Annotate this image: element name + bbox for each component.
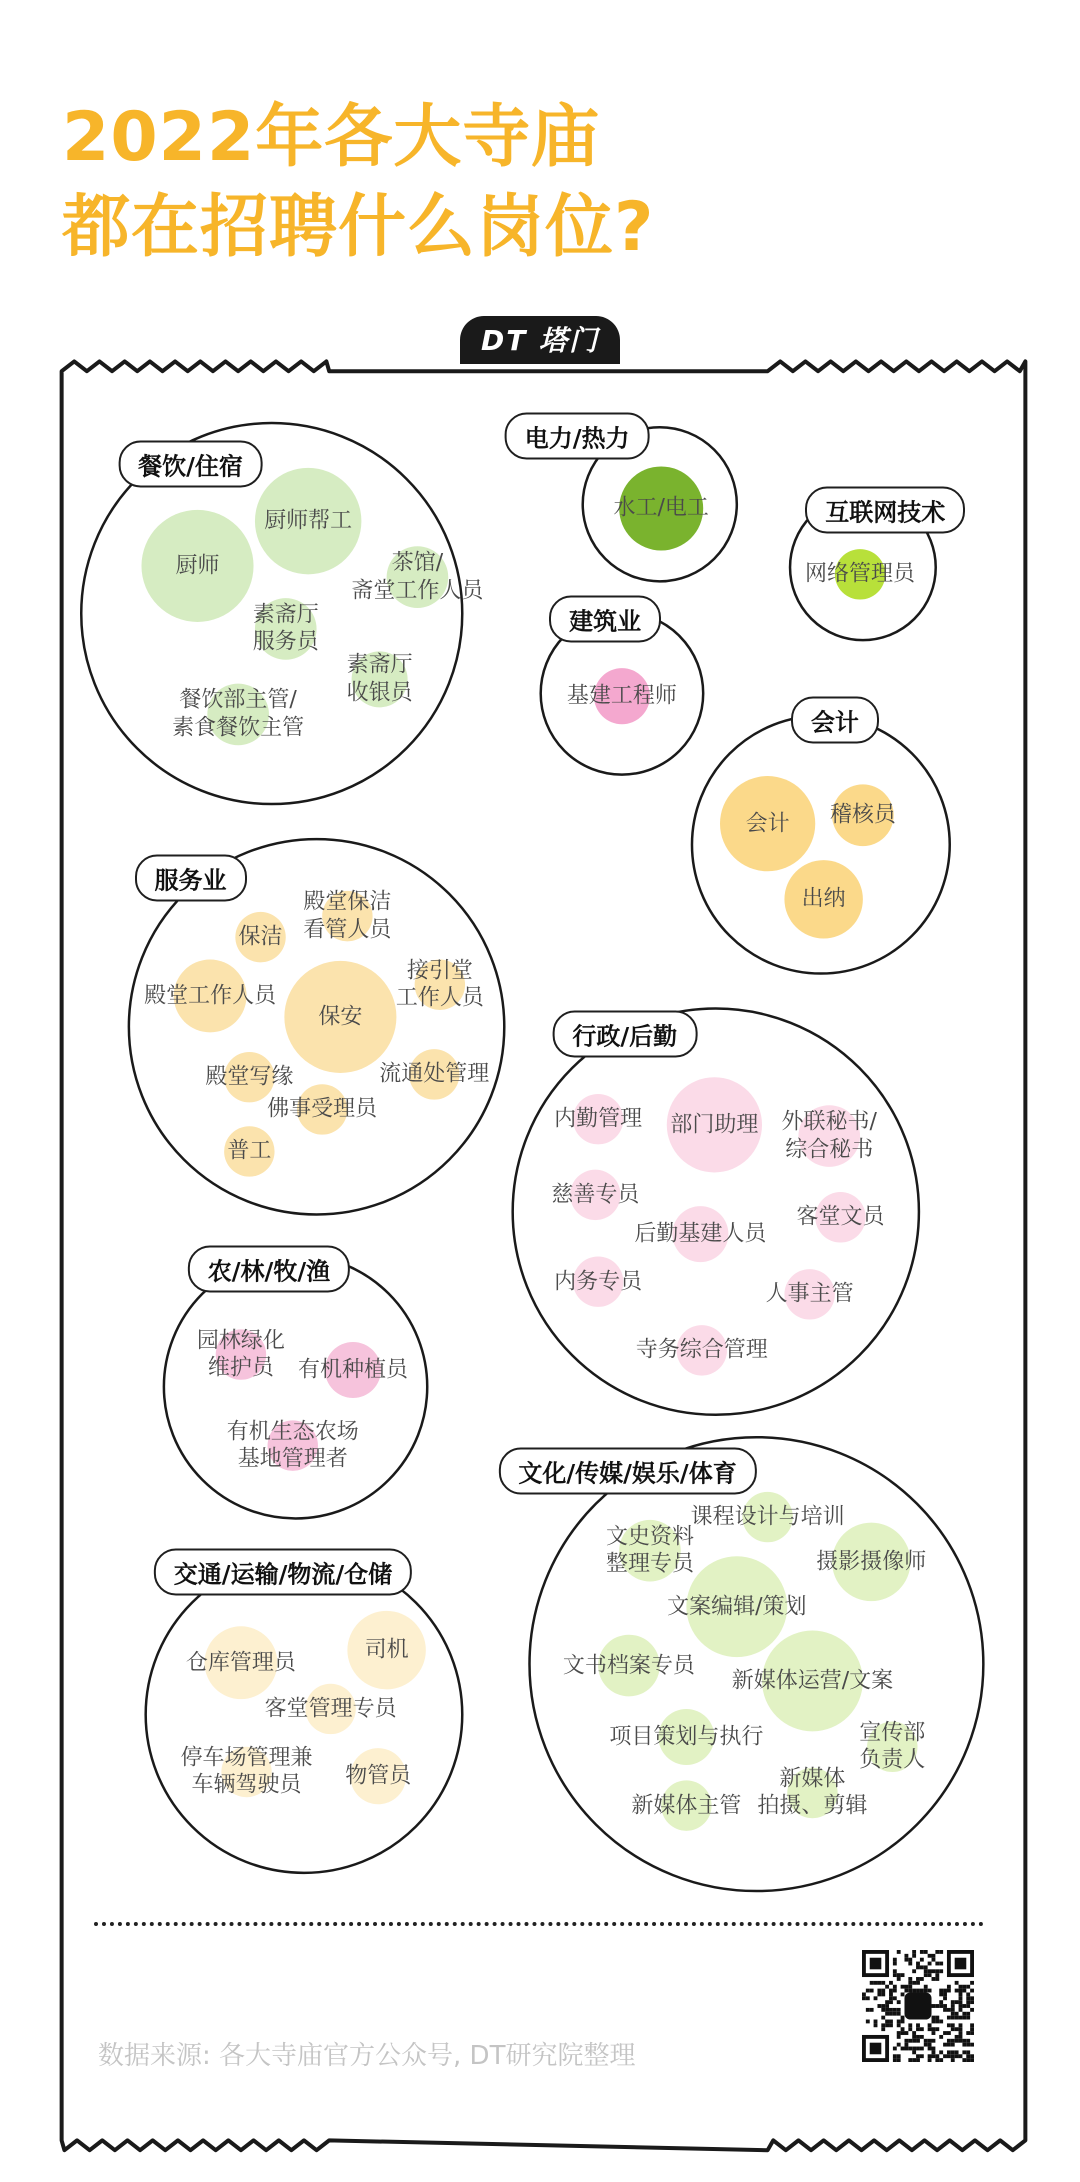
position-label: 有机生态农场 基地管理者 [226,1419,359,1472]
group-label: 文化/传媒/娱乐/体育 [498,1447,756,1494]
group-label: 服务业 [135,855,247,902]
position-label: 水工/电工 [613,495,709,521]
position-label: 文案编辑/策划 [667,1593,807,1619]
position-label: 新媒体主管 [631,1792,742,1818]
group-7-circle [164,1255,427,1518]
group-label: 会计 [791,697,879,744]
dotted-divider [94,1922,984,1926]
position-label: 新媒体 拍摄、剪辑 [757,1766,868,1819]
position-label: 课程设计与培训 [690,1504,845,1530]
position-label: 部门助理 [670,1112,759,1138]
position-label: 外联秘书/ 综合秘书 [781,1109,877,1163]
position-label: 会计 [745,810,790,836]
position-label: 文书档案专员 [562,1652,695,1678]
position-label: 摄影摄像师 [816,1549,927,1575]
position-label: 保洁 [238,924,283,950]
position-label: 殿堂写缘 [205,1064,294,1090]
position-label: 餐饮部主管/ 素食餐饮主管 [172,687,305,741]
position-label: 司机 [364,1637,409,1663]
position-label: 慈善专员 [551,1182,640,1208]
position-label: 客堂管理专员 [264,1696,397,1722]
brand-logo: DT 塔门 [460,316,620,364]
position-label: 保安 [318,1004,363,1030]
position-label: 殿堂保洁 看管人员 [303,889,392,943]
group-label: 建筑业 [549,596,661,643]
qr-code-icon [862,1950,974,2062]
position-label: 园林绿化 维护员 [196,1328,285,1381]
group-label: 餐饮/住宿 [118,440,263,487]
group-label: 农/林/牧/渔 [188,1246,350,1293]
position-label: 素斋厅 收银员 [346,652,413,706]
group-label: 交通/运输/物流/仓储 [154,1548,412,1595]
position-label: 内务专员 [554,1268,643,1294]
position-label: 殿堂工作人员 [144,983,277,1009]
title-line-2: 都在招聘什么岗位? [62,188,655,267]
position-label: 后勤基建人员 [634,1221,767,1247]
group-label: 互联网技术 [805,486,965,533]
position-label: 新媒体运营/文案 [731,1668,894,1694]
position-label: 网络管理员 [805,561,916,587]
position-label: 人事主管 [765,1281,854,1307]
group-label: 电力/热力 [505,412,650,459]
position-label: 出纳 [801,886,846,912]
position-label: 流通处管理 [379,1061,490,1087]
group-label: 行政/后勤 [552,1010,697,1057]
position-label: 文史资料 整理专员 [605,1524,694,1577]
position-label: 停车场管理兼 车辆驾驶员 [180,1745,313,1798]
position-label: 寺务综合管理 [635,1337,768,1363]
position-label: 项目策划与执行 [609,1724,764,1750]
position-label: 仓库管理员 [185,1649,296,1675]
position-label: 物管员 [345,1763,412,1789]
position-label: 有机种植员 [297,1357,408,1383]
data-source-text: 数据来源: 各大寺庙官方公众号, DT研究院整理 [98,2041,636,2071]
position-label: 茶馆/ 斋堂工作人员 [351,550,484,604]
position-label: 客堂文员 [796,1204,885,1230]
position-label: 接引堂 工作人员 [395,958,484,1011]
position-label: 普工 [227,1138,272,1164]
position-label: 佛事受理员 [267,1096,378,1122]
position-label: 内勤管理 [554,1106,643,1132]
position-label: 基建工程师 [566,683,677,709]
position-label: 宣传部 负责人 [859,1720,926,1773]
position-label: 厨师帮工 [264,508,353,534]
title-line-1: 2022年各大寺庙 [62,98,601,177]
position-label: 厨师 [175,553,220,579]
position-label: 素斋厅 服务员 [252,602,319,655]
position-label: 稽核员 [829,802,896,828]
